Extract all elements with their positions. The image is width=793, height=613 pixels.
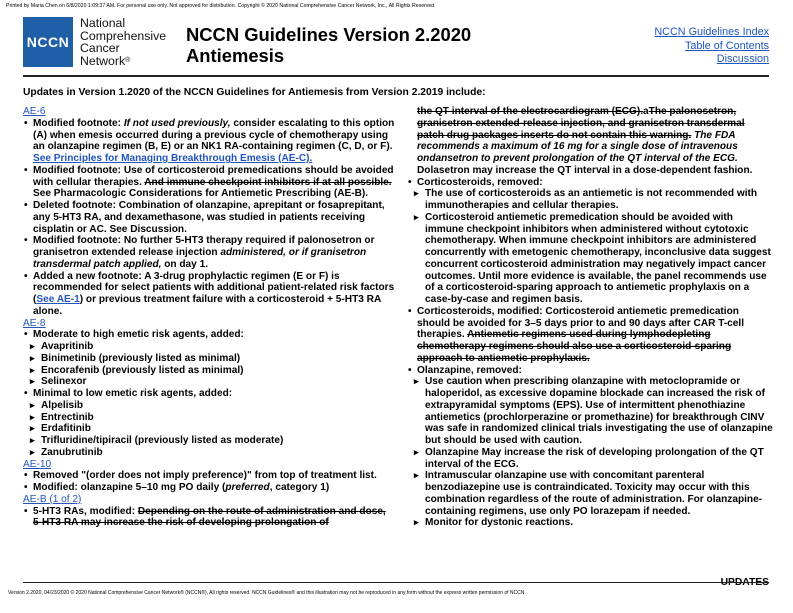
page-title: NCCN Guidelines Version 2.2020 <box>186 24 472 45</box>
right-column <box>407 106 773 529</box>
list-item <box>23 506 395 530</box>
list-item: • Corticosteroids, removed: <box>407 177 773 189</box>
list-item <box>23 165 395 200</box>
text-run: consider escalating to this option (A) when emesis occurred during a previous cycle of chemotherapy using an olanzapine regimen (B, E) or an NK1 RA-containing regimen (C, D, or F). <box>33 117 395 153</box>
guideline-nav <box>654 26 769 67</box>
sub-list-item: ▸ Use caution when prescribing olanzapine with metoclopramide or haloperidol, as excessive dopamine blockade can increased the risk of extrapyramidal symptoms (EPS). Use of intermittent phenothiazine antiemetics (prochlorperazine or promethazine) for breakthrough CINV was safe in randomized clinical trials investigating the use of olanzapine but should be used with caution. <box>407 376 773 447</box>
guidelines-index-link[interactable]: NCCN Guidelines Index <box>654 26 769 38</box>
text-run: ) or previous treatment failure with a corticosteroid + 5-HT3 RA alone. <box>33 294 381 317</box>
sub-list-item: ▸ Corticosteroid antiemetic premedication should be avoided with immune checkpoint inhibitors when administered without cytotoxic chemotherapy. When immune checkpoint inhibitors are administered concurrently with emetogenic chemotherapy, inconclusive data suggest concurrent corticosteroid administration may negatively impact cancer outcomes. Until more evidence is available, the panel recommends use of a corticosteroid-sparing approach to antiemetic prophylaxis on a case-by-case and regimen basis. <box>407 212 773 306</box>
text-run: Modified footnote: Use of corticosteroid premedications should be avoided with cellular therapies. <box>33 164 394 188</box>
footer-divider <box>23 582 769 583</box>
deleted-text: And immune checkpoint inhibitors if at all possible. <box>144 176 392 188</box>
list-item <box>23 118 395 165</box>
text-run: , category 1) <box>269 482 330 493</box>
text-run: on day 1. <box>161 258 209 270</box>
logo-wordmark <box>80 16 167 68</box>
sub-list-item: ▸ Zanubrutinib <box>23 447 395 459</box>
table-of-contents-link[interactable]: Table of Contents <box>684 39 769 52</box>
breakthrough-emesis-link[interactable]: See Principles for Managing Breakthrough Emesis (AE-C). <box>33 153 313 164</box>
text-run: preferred <box>225 482 270 493</box>
deleted-text: Antiemetic regimens used during lymphodepleting chemotherapy regimens should also use a corticosteroid-sparing approach to antiemetic prophylaxis. <box>417 329 732 364</box>
sub-list-item: ▸ Avapritinib <box>23 341 395 353</box>
sub-list-item: ▸ Alpelisib <box>23 400 395 412</box>
sub-list-item: ▸ Trifluridine/tipiracil (previously listed as moderate) <box>23 435 395 447</box>
list-item <box>23 235 395 270</box>
list-item <box>23 271 395 318</box>
list-item <box>407 306 773 365</box>
text-run: Corticosteroids, modified: Corticosteroid antiemetic premedication should be avoided for 3–5 days prior to and 90 days after CAR T-cell therapies. <box>417 305 745 341</box>
sub-list-item: ▸ Intramuscular olanzapine use with concomitant parenteral benzodiazepine use is contraindicated. Toxicity may occur with this combination regardless of the route of administration. For olanzapine-containing regimens, use only PO lorazepam if needed. <box>407 470 773 517</box>
section-link-ae6[interactable]: AE-6 <box>23 106 46 117</box>
text-run: Modified: olanzapine 5–10 mg PO daily ( <box>33 482 226 493</box>
sub-list-item: ▸ Binimetinib (previously listed as minimal) <box>23 353 395 365</box>
list-item: • Olanzapine, removed: <box>407 365 773 377</box>
list-item <box>23 482 395 494</box>
text-run: Modified footnote: No further 5-HT3 therapy required if palonosetron or granisetron extended release injection <box>33 235 375 258</box>
section-link-ae8[interactable]: AE-8 <box>23 317 46 329</box>
list-item: • Deleted footnote: Combination of olanzapine, aprepitant or fosaprepitant, any 5-HT3 RA, and dexamethasone, was studied in patients receiving cisplatin or AC. See Discussion. <box>23 200 395 235</box>
updates-label: UPDATES <box>720 577 769 588</box>
left-column <box>23 106 395 529</box>
sub-list-item: ▸ The use of corticosteroids as an antiemetic is not recommended with immunotherapies and cellular therapies. <box>407 188 773 212</box>
logo-line-2: Comprehensive <box>80 28 167 43</box>
footer-copyright: Version 2.2020, 04/23/2020 © 2020 National Comprehensive Cancer Network® (NCCN®), All rights reserved. NCCN Guidelines® and this illustration may not be reproduced in any form without the express written permission of NCCN. <box>8 590 526 596</box>
text-run: See Pharmacologic Considerations for Antiemetic Prescribing (AE-B). <box>33 188 369 200</box>
see-ae1-link[interactable]: See AE-1 <box>36 294 80 305</box>
continued-paragraph <box>407 106 773 177</box>
text-run: Dolasetron may increase the QT interval in a dose-dependent fashion. <box>417 164 753 176</box>
logo-line-4-text: Network <box>80 53 126 68</box>
sub-list-item: ▸ Erdafitinib <box>23 423 395 435</box>
sub-list-item: ▸ Selinexor <box>23 376 395 388</box>
sub-list-item: ▸ Olanzapine May increase the risk of developing prolongation of the QT interval of the ECG. <box>407 447 773 471</box>
logo-registered-mark: ® <box>125 56 131 64</box>
logo-line-1: National <box>80 16 126 30</box>
deleted-text: the QT interval of the electrocardiogram (ECG). <box>417 106 644 117</box>
sub-list-item: ▸ Monitor for dystonic reactions. <box>407 517 773 529</box>
logo-line-3: Cancer <box>80 41 120 56</box>
section-link-aeb[interactable]: AE-B (1 of 2) <box>23 493 82 505</box>
updates-heading: Updates in Version 1.2020 of the NCCN Guidelines for Antiemesis from Version 2.2019 include: <box>23 87 486 98</box>
list-item: • Moderate to high emetic risk agents, added: <box>23 329 395 341</box>
list-item: • Removed "(order does not imply preference)" from top of treatment list. <box>23 470 395 482</box>
text-run: a <box>643 106 649 117</box>
logo-mark: NCCN <box>23 17 73 67</box>
sub-list-item: ▸ Entrectinib <box>23 412 395 424</box>
list-item: • Minimal to low emetic risk agents, added: <box>23 388 395 400</box>
logo-line-4 <box>80 55 160 68</box>
text-run: The FDA recommends a maximum of 16 mg for a single dose of intravenous ondansetron to prevent prolongation of the QT interval of the ECG. <box>417 129 738 164</box>
discussion-link[interactable]: Discussion <box>716 53 769 66</box>
deleted-text: The palonosetron, granisetron extended-release injection, and granisetron transdermal patch drug packages inserts do not contain this warning. <box>417 106 745 141</box>
deleted-text: Depending on the route of administration and dose, 5-HT3 RA may increase the risk of developing prolongation of <box>33 505 386 529</box>
header-divider <box>23 75 769 77</box>
sub-list-item: ▸ Encorafenib (previously listed as minimal) <box>23 365 395 377</box>
text-run: If not used previously, <box>123 117 231 129</box>
text-run: Added a new footnote: A 3-drug prophylactic regimen (E or F) is recommended for select patients with additional patient-related risk factors ( <box>33 270 395 305</box>
text-run: 5-HT3 RAs, modified: <box>33 505 138 517</box>
section-link-ae10[interactable]: AE-10 <box>23 458 52 470</box>
print-notice: Printed by Maria Chen on 6/8/2020 1:09:37 AM. For personal use only. Not approved for distribution. Copyright © 2020 National Comprehensive Cancer Network, Inc., All Rights Reserved. <box>6 3 436 9</box>
page-subtitle: Antiemesis <box>186 45 285 66</box>
text-run: administered, or if granisetron transdermal patch applied, <box>33 247 367 270</box>
text-run: Modified footnote: <box>33 117 124 129</box>
